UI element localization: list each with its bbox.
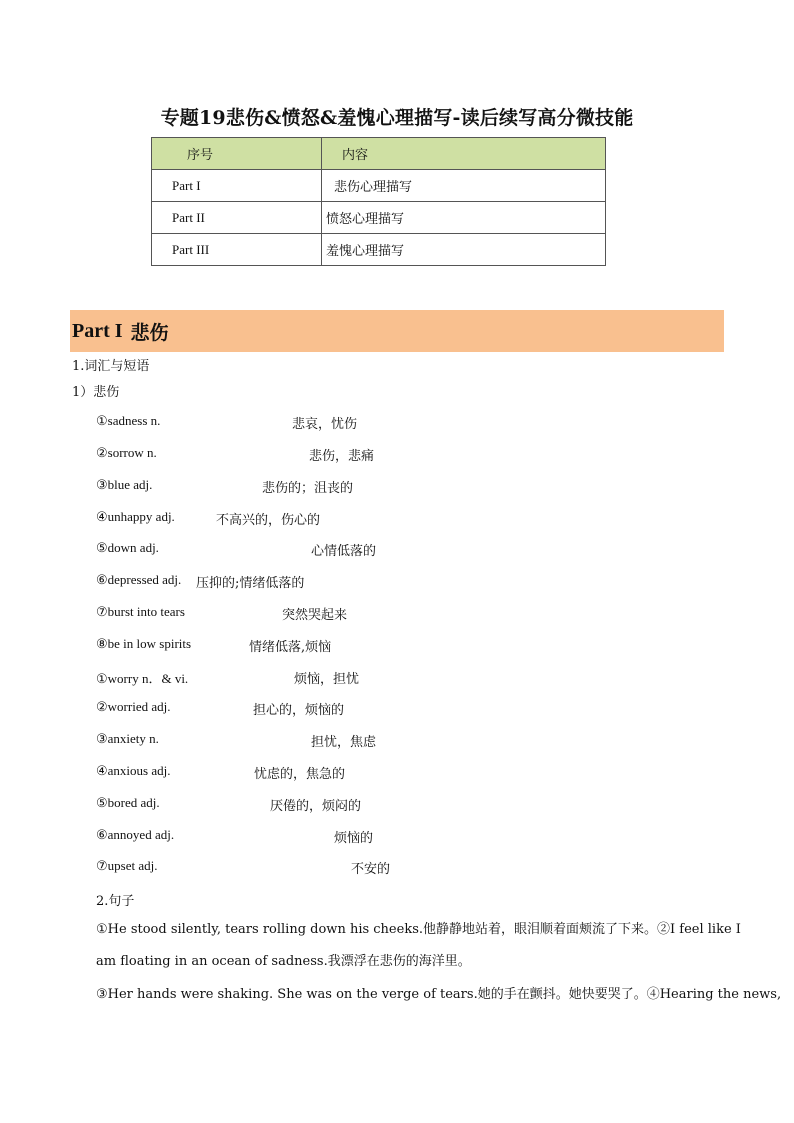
part-label: Part I xyxy=(72,319,123,342)
table-header-row xyxy=(152,138,606,170)
vocab-term: ①sadness n. xyxy=(96,413,161,428)
part-heading-bar xyxy=(70,310,724,352)
vocab-term: ④anxious adj. xyxy=(96,763,171,778)
vocab-term: ①worry n．& vi. xyxy=(96,671,189,686)
vocab-meaning: 忧虑的，焦急的 xyxy=(254,767,346,782)
row-content: 愤怒心理描写 xyxy=(322,202,606,234)
sentence-line: am floating in an ocean of sadness.我漂浮在悲伤的海洋里。 xyxy=(96,954,471,969)
vocab-meaning: 悲伤，悲痛 xyxy=(309,449,375,464)
row-number: Part III xyxy=(152,234,322,266)
vocab-term: ⑦upset adj. xyxy=(96,858,158,873)
vocab-term: ⑥annoyed adj. xyxy=(96,827,175,842)
vocab-meaning: 悲伤的；沮丧的 xyxy=(262,481,354,496)
row-number: Part II xyxy=(152,202,322,234)
page-title: 专题19悲伤&愤怒&羞愧心理描写-读后续写高分微技能 xyxy=(160,107,634,129)
list-item xyxy=(96,731,696,751)
vocab-meaning: 烦恼，担忧 xyxy=(294,672,360,687)
subheading-sadness: 1）悲伤 xyxy=(72,385,120,400)
vocab-meaning: 突然哭起来 xyxy=(282,608,348,623)
list-item xyxy=(96,413,696,433)
list-item xyxy=(96,636,696,656)
vocab-meaning: 压抑的;情绪低落的 xyxy=(196,576,305,591)
vocab-meaning: 担忧，焦虑 xyxy=(311,735,377,750)
vocab-term: ⑧be in low spirits xyxy=(96,636,192,651)
list-item xyxy=(96,827,696,847)
list-item xyxy=(96,858,696,878)
vocab-meaning: 不安的 xyxy=(351,862,391,877)
vocab-meaning: 厌倦的，烦闷的 xyxy=(270,799,362,814)
list-item xyxy=(96,763,696,783)
table-row xyxy=(152,202,606,234)
list-item xyxy=(96,540,696,560)
list-item xyxy=(96,604,696,624)
vocab-term: ②worried adj. xyxy=(96,699,171,714)
row-content: 悲伤心理描写 xyxy=(322,170,606,202)
list-item xyxy=(96,572,696,592)
vocab-meaning: 悲哀，忧伤 xyxy=(292,417,358,432)
contents-table xyxy=(151,137,606,266)
vocab-meaning: 烦恼的 xyxy=(334,831,374,846)
vocab-term: ⑦burst into tears xyxy=(96,604,185,619)
vocab-meaning: 不高兴的，伤心的 xyxy=(216,513,321,528)
section-heading-sentences: 2.句子 xyxy=(96,894,135,909)
header-content: 内容 xyxy=(322,138,606,170)
part-name: 悲伤 xyxy=(130,321,169,344)
vocab-term: ②sorrow n. xyxy=(96,445,157,460)
list-item xyxy=(96,795,696,815)
table-row xyxy=(152,170,606,202)
header-number: 序号 xyxy=(152,138,322,170)
list-item xyxy=(96,509,696,529)
list-item xyxy=(96,477,696,497)
vocab-term: ⑥depressed adj. xyxy=(96,572,182,587)
list-item xyxy=(96,445,696,465)
vocab-meaning: 担心的，烦恼的 xyxy=(253,703,345,718)
vocab-term: ⑤down adj. xyxy=(96,540,159,555)
list-item xyxy=(96,699,696,719)
vocab-term: ⑤bored adj. xyxy=(96,795,160,810)
section-heading-vocab: 1.词汇与短语 xyxy=(72,359,150,374)
sentence-line: ①He stood silently, tears rolling down his cheeks.他静静地站着，眼泪顺着面颊流了下来。②I feel like I xyxy=(96,922,741,937)
vocab-meaning: 心情低落的 xyxy=(311,544,377,559)
row-content: 羞愧心理描写 xyxy=(322,234,606,266)
vocab-term: ④unhappy adj. xyxy=(96,509,175,524)
list-item xyxy=(96,668,696,688)
vocab-term: ③blue adj. xyxy=(96,477,153,492)
vocab-term: ③anxiety n. xyxy=(96,731,159,746)
table-row xyxy=(152,234,606,266)
vocab-meaning: 情绪低落,烦恼 xyxy=(249,640,332,655)
row-number: Part I xyxy=(152,170,322,202)
sentence-line: ③Her hands were shaking. She was on the verge of tears.她的手在颤抖。她快要哭了。④Hearing the news, xyxy=(96,987,782,1002)
